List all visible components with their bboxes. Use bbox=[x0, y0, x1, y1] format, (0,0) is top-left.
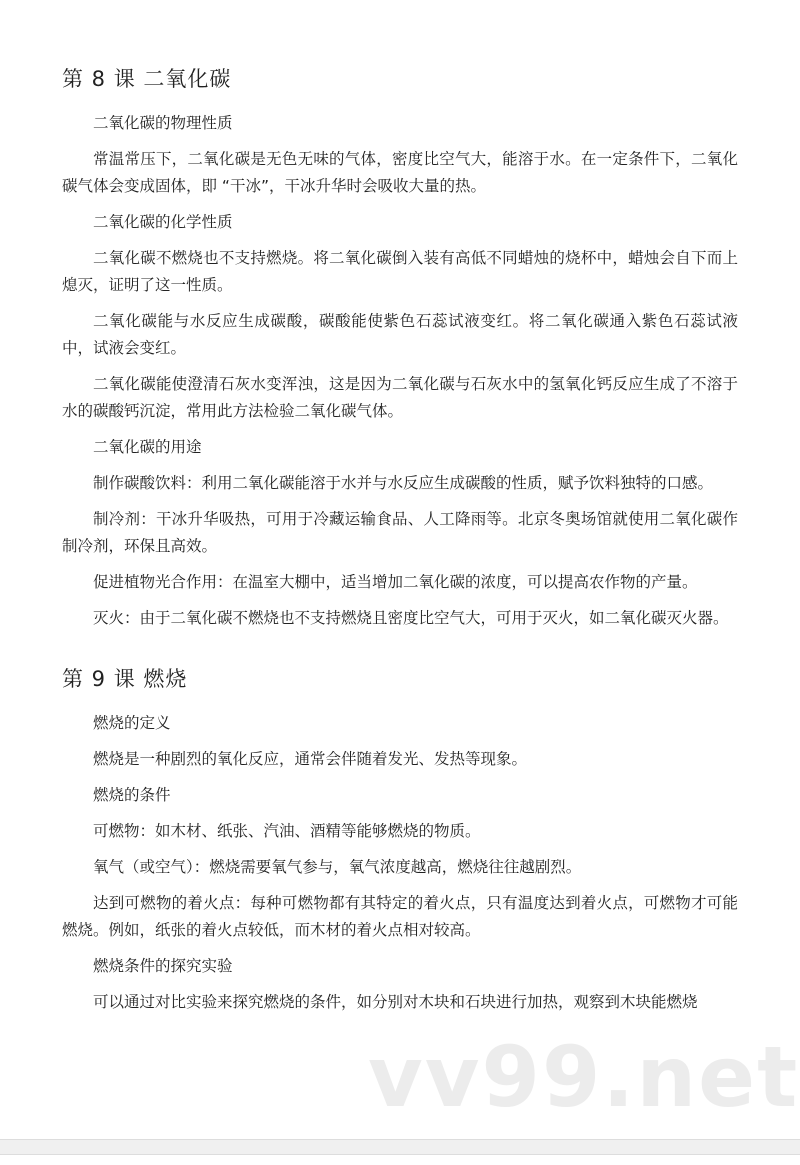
paragraph: 可燃物：如木材、纸张、汽油、酒精等能够燃烧的物质。 bbox=[93, 822, 481, 840]
section-heading: 燃烧条件的探究实验 bbox=[93, 957, 233, 975]
paragraph: 灭火：由于二氧化碳不燃烧也不支持燃烧且密度比空气大，可用于灭火，如二氧化碳灭火器。 bbox=[93, 609, 729, 627]
paragraph: 达到可燃物的着火点：每种可燃物都有其特定的着火点，只有温度达到着火点，可燃物才可能燃烧。例如，纸张的着火点较低，而木材的着火点相对较高。 bbox=[62, 894, 738, 939]
paragraph: 氧气（或空气）：燃烧需要氧气参与，氧气浓度越高，燃烧往往越剧烈。 bbox=[93, 858, 582, 876]
lesson-title: 第 8 课 二氧化碳 bbox=[62, 67, 232, 91]
paragraph: 促进植物光合作用：在温室大棚中，适当增加二氧化碳的浓度，可以提高农作物的产量。 bbox=[93, 573, 698, 591]
document-page bbox=[62, 0, 738, 1025]
paragraph: 制冷剂：干冰升华吸热，可用于冷藏运输食品、人工降雨等。北京冬奥场馆就使用二氧化碳作制冷剂，环保且高效。 bbox=[62, 510, 738, 555]
paragraph: 燃烧是一种剧烈的氧化反应，通常会伴随着发光、发热等现象。 bbox=[93, 750, 528, 768]
section-heading: 燃烧的条件 bbox=[93, 786, 171, 804]
section-heading: 二氧化碳的用途 bbox=[93, 438, 202, 456]
spacer bbox=[0, 1119, 800, 1139]
paragraph: 二氧化碳能使澄清石灰水变浑浊，这是因为二氧化碳与石灰水中的氢氧化钙反应生成了不溶于水的碳酸钙沉淀，常用此方法检验二氧化碳气体。 bbox=[62, 375, 738, 420]
watermark: vv99.net bbox=[368, 1028, 800, 1126]
paragraph: 二氧化碳能与水反应生成碳酸，碳酸能使紫色石蕊试液变红。将二氧化碳通入紫色石蕊试液中，试液会变红。 bbox=[62, 312, 738, 357]
paragraph: 可以通过对比实验来探究燃烧的条件，如分别对木块和石块进行加热，观察到木块能燃烧 bbox=[93, 993, 698, 1011]
horizontal-scrollbar[interactable] bbox=[0, 1139, 800, 1155]
lesson-title: 第 9 课 燃烧 bbox=[62, 667, 188, 691]
paragraph: 常温常压下，二氧化碳是无色无味的气体，密度比空气大，能溶于水。在一定条件下，二氧化碳气体会变成固体，即 “干冰”，干冰升华时会吸收大量的热。 bbox=[62, 150, 738, 195]
paragraph: 制作碳酸饮料：利用二氧化碳能溶于水并与水反应生成碳酸的性质，赋予饮料独特的口感。 bbox=[93, 474, 714, 492]
section-heading: 二氧化碳的化学性质 bbox=[93, 213, 233, 231]
section-heading: 二氧化碳的物理性质 bbox=[93, 114, 233, 132]
paragraph: 二氧化碳不燃烧也不支持燃烧。将二氧化碳倒入装有高低不同蜡烛的烧杯中，蜡烛会自下而上熄灭，证明了这一性质。 bbox=[62, 249, 738, 294]
section-heading: 燃烧的定义 bbox=[93, 714, 171, 732]
